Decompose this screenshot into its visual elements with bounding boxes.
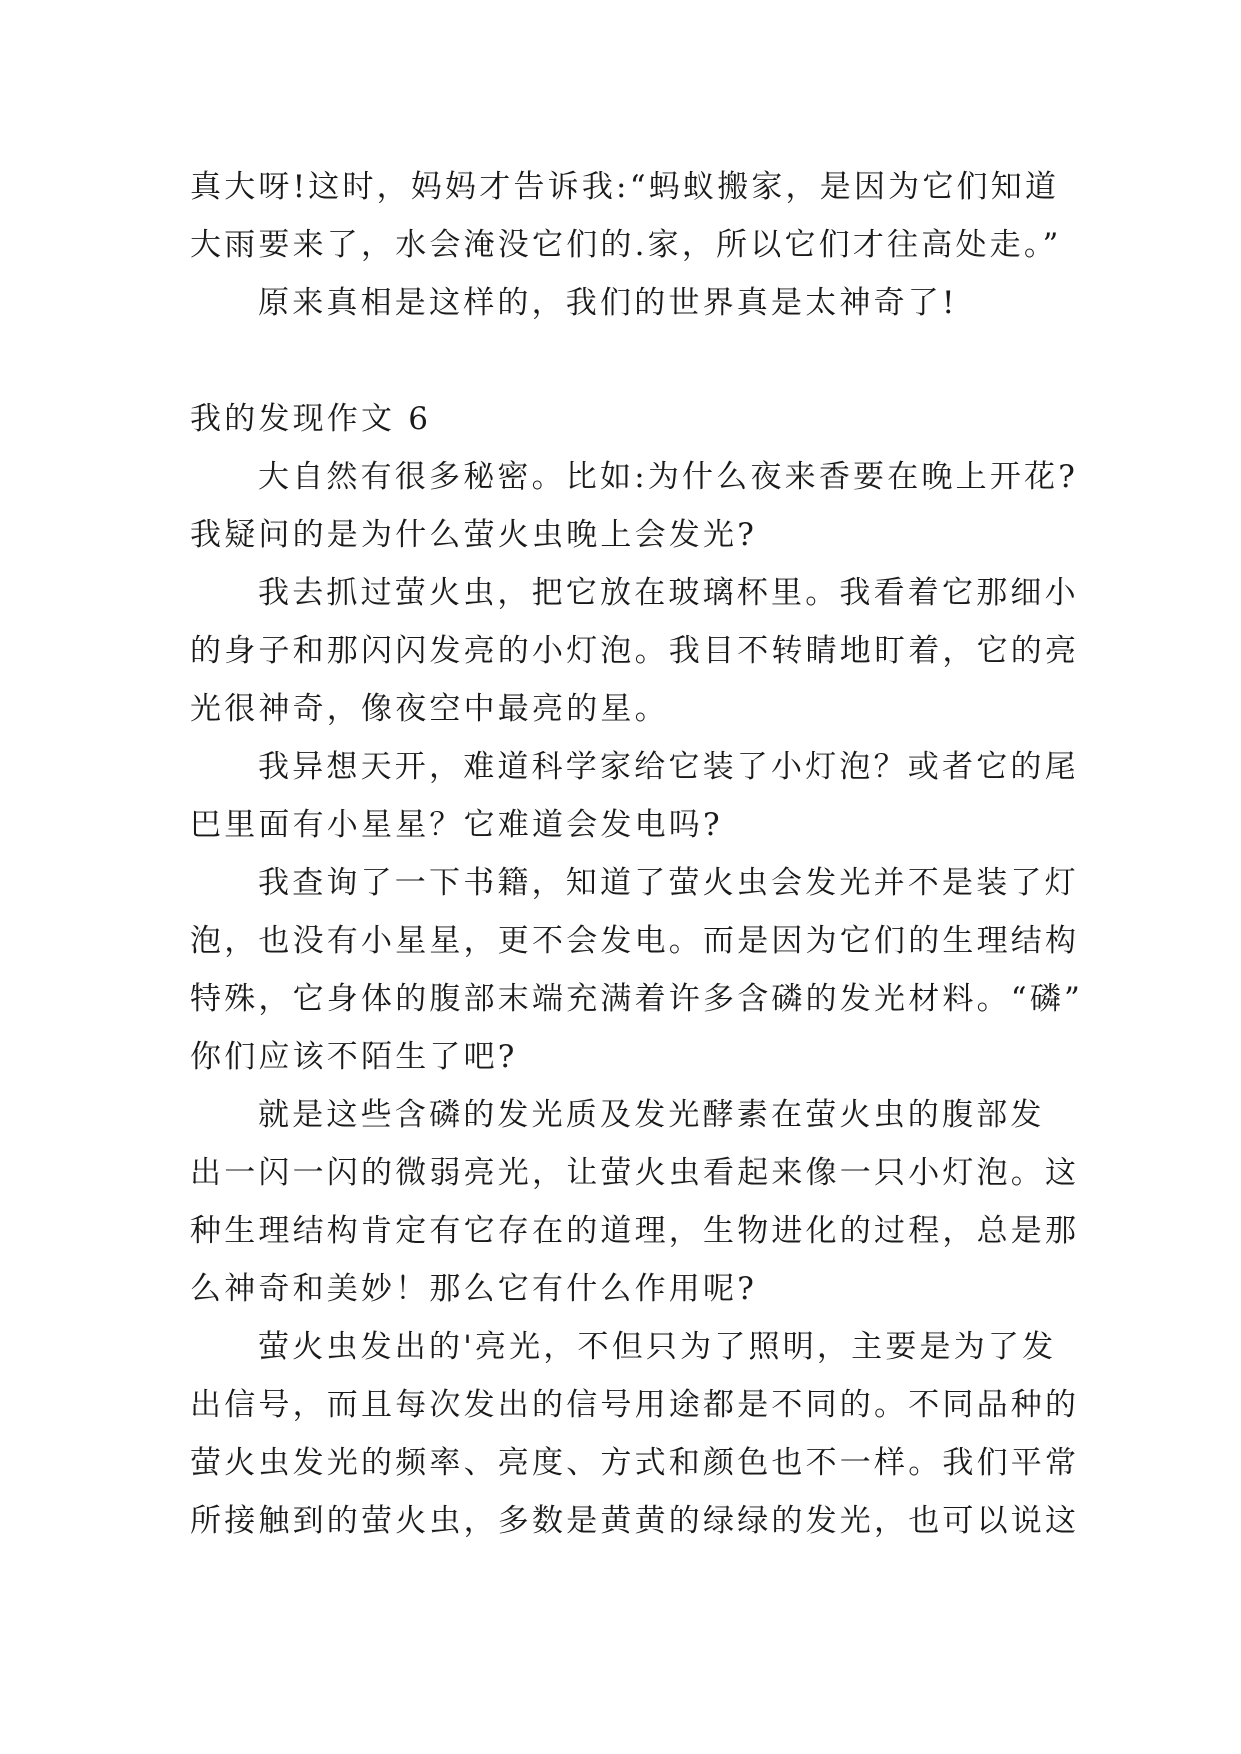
text-line: 光很神奇，像夜空中最亮的星。 (190, 691, 669, 727)
paragraph-first-line: 我去抓过萤火虫，把它放在玻璃杯里。我看着它那细小 (258, 575, 1079, 611)
text-line: 萤火虫发光的频率、亮度、方式和颜色也不一样。我们平常 (190, 1445, 1080, 1481)
text-line: 的身子和那闪闪发亮的小灯泡。我目不转睛地盯着，它的亮 (190, 633, 1080, 669)
section-title: 我的发现作文 6 (190, 401, 432, 437)
text-line: 真大呀!这时，妈妈才告诉我:“蚂蚁搬家，是因为它们知道 (190, 169, 1060, 205)
text-line: 巴里面有小星星？它难道会发电吗? (190, 807, 723, 843)
text-line: 泡，也没有小星星，更不会发电。而是因为它们的生理结构 (190, 923, 1080, 959)
text-line: 你们应该不陌生了吧? (190, 1039, 518, 1075)
text-line: 我疑问的是为什么萤火虫晚上会发光? (190, 517, 758, 553)
paragraph-first-line: 我异想天开，难道科学家给它装了小灯泡？或者它的尾 (258, 749, 1079, 785)
paragraph-first-line: 萤火虫发出的'亮光，不但只为了照明，主要是为了发 (258, 1329, 1057, 1365)
text-line: 出一闪一闪的微弱亮光，让萤火虫看起来像一只小灯泡。这 (190, 1155, 1080, 1191)
paragraph-first-line: 大自然有很多秘密。比如:为什么夜来香要在晚上开花? (258, 459, 1079, 495)
paragraph-first-line: 原来真相是这样的，我们的世界真是太神奇了! (258, 285, 958, 321)
text-line: 大雨要来了，水会淹没它们的.家，所以它们才往高处走。” (190, 227, 1062, 263)
text-line: 出信号，而且每次发出的信号用途都是不同的。不同品种的 (190, 1387, 1080, 1423)
text-line: 特殊，它身体的腹部末端充满着许多含磷的发光材料。“磷” (190, 981, 1084, 1017)
text-line: 么神奇和美妙！那么它有什么作用呢? (190, 1271, 758, 1307)
paragraph-first-line: 我查询了一下书籍，知道了萤火虫会发光并不是装了灯 (258, 865, 1079, 901)
paragraph-first-line: 就是这些含磷的发光质及发光酵素在萤火虫的腹部发 (258, 1097, 1045, 1133)
text-line: 种生理结构肯定有它存在的道理，生物进化的过程，总是那 (190, 1213, 1080, 1249)
document-body (190, 158, 1084, 1550)
text-line: 所接触到的萤火虫，多数是黄黄的绿绿的发光，也可以说这 (190, 1503, 1080, 1539)
